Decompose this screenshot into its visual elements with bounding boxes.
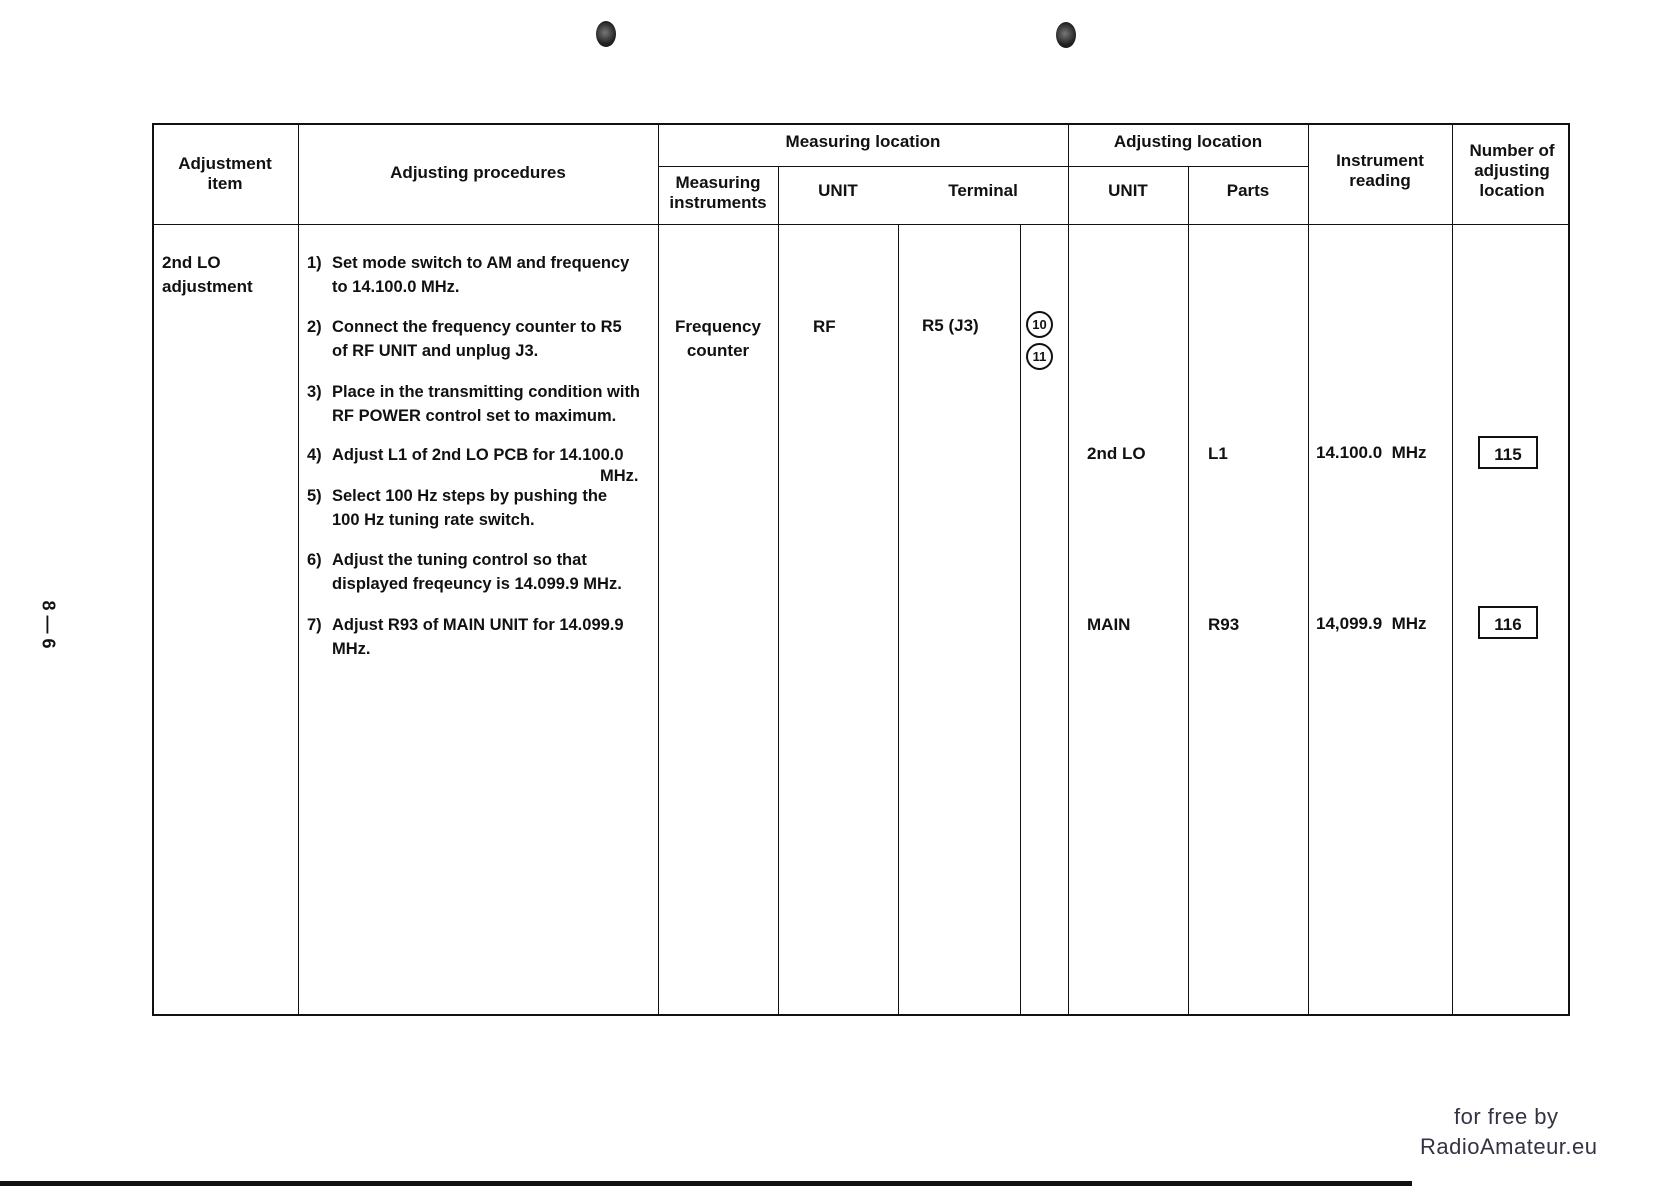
adjusting-unit: 2nd LO [1087,444,1146,463]
terminal: R5 (J3) [922,316,979,335]
header-measuring-instruments: Measuring instruments [669,173,767,212]
adjusting-part: R93 [1208,615,1240,634]
step-text: Place in the transmitting condition with [332,383,641,401]
adjusting-location-number: 116 [1478,606,1538,639]
col-divider [1020,224,1021,1016]
adjusting-unit: MAIN [1087,615,1131,634]
binder-hole-left [596,21,616,47]
instrument-reading: 14,099.9 MHz [1316,614,1427,633]
step-text: Adjust the tuning control so that [332,551,587,569]
step-number: 6) [307,551,322,569]
step-text: RF POWER control set to maximum. [332,407,617,425]
page-bottom-edge [0,1181,1412,1186]
credit-line: for free by [1454,1104,1559,1129]
col-divider [298,123,299,1016]
step-number: 5) [307,487,322,505]
step-number: 3) [307,383,322,401]
binder-hole-right [1056,22,1076,48]
step-text: Connect the frequency counter to R5 [332,318,622,336]
col-divider [1308,123,1309,1016]
credit-site: RadioAmateur.eu [1420,1134,1598,1159]
step-number: 1) [307,254,322,272]
terminal-mark-11: 11 [1026,343,1053,370]
col-divider [1188,166,1189,1016]
step-text: MHz. [332,640,371,658]
step-number: 4) [307,446,322,464]
step-number: 2) [307,318,322,336]
step-text: of RF UNIT and unplug J3. [332,342,539,360]
measuring-instrument: counter [686,341,750,360]
step-number: 7) [307,616,322,634]
step-text: Adjust R93 of MAIN UNIT for 14.099.9 [332,616,624,634]
step-text: 100 Hz tuning rate switch. [332,511,535,529]
header-adjusting-unit: UNIT [1108,181,1148,200]
step-text: Adjust L1 of 2nd LO PCB for 14.100.0 [332,446,624,464]
header-adjusting-location: Adjusting location [1113,132,1263,151]
page-number: 8 — 6 [38,600,59,649]
measuring-instrument: Frequency [675,317,761,336]
col-divider [658,123,659,1016]
col-divider [898,224,899,1016]
header-sub-divider [658,166,1308,167]
col-divider [778,166,779,1016]
adjusting-location-number: 115 [1478,436,1538,469]
col-divider [1068,123,1069,1016]
adjusting-part: L1 [1208,444,1228,463]
step-text: to 14.100.0 MHz. [332,278,460,296]
header-parts: Parts [1226,181,1270,200]
step-text: displayed freqeuncy is 14.099.9 MHz. [332,575,622,593]
header-instrument-reading: Instrument reading [1336,151,1424,190]
step-text: Set mode switch to AM and frequency [332,254,630,272]
instrument-reading: 14.100.0 MHz [1316,443,1427,462]
step-text: MHz. [600,467,639,485]
adjustment-item-name: 2nd LO [162,253,221,272]
header-number-of-adjusting-location: Number of adjusting location [1469,141,1555,200]
header-bottom-divider [152,224,1570,225]
step-text: Select 100 Hz steps by pushing the [332,487,608,505]
measuring-unit: RF [813,317,836,336]
header-adjusting-procedures: Adjusting procedures [390,163,566,182]
col-divider [1452,123,1453,1016]
terminal-mark-10: 10 [1026,311,1053,338]
header-terminal: Terminal [948,181,1018,200]
adjustment-item-name: adjustment [162,277,253,296]
header-measuring-unit: UNIT [818,181,858,200]
header-adjustment-item: Adjustment item [178,154,272,193]
header-measuring-location: Measuring location [785,132,941,151]
